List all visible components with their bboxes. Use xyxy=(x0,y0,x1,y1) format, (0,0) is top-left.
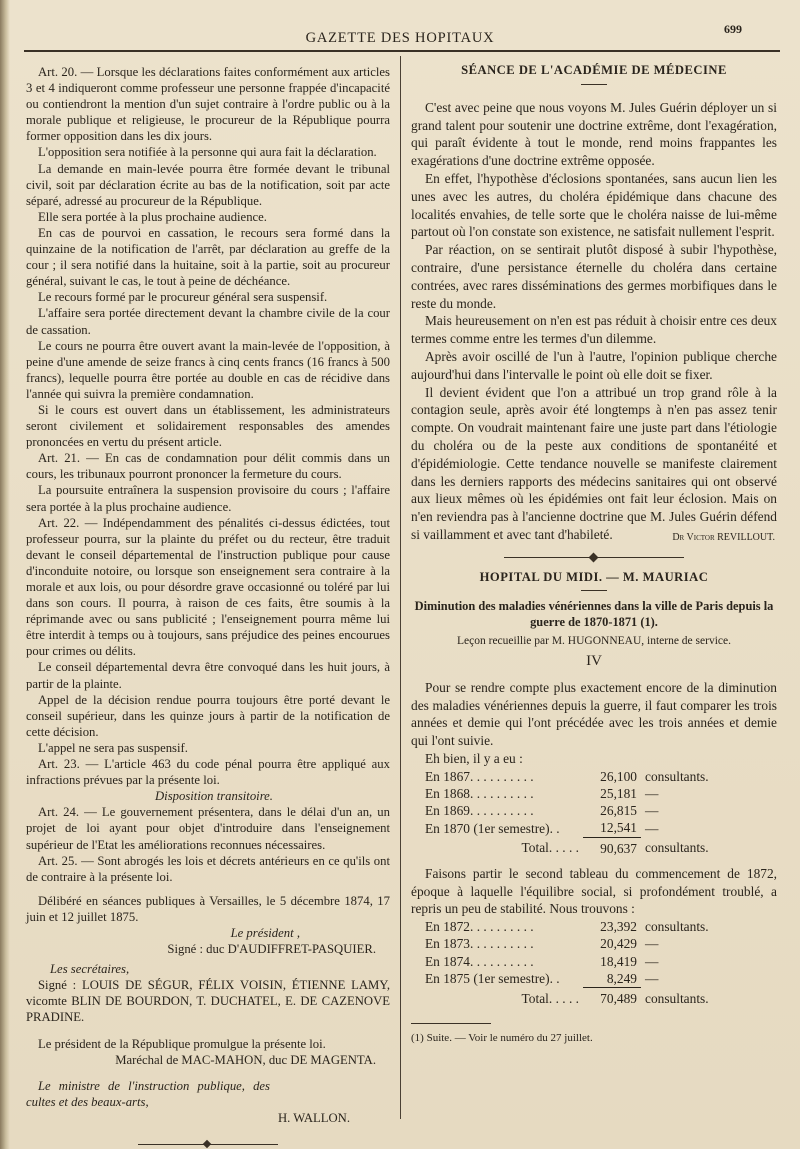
academy-author: Dr Victor REVILLOUT. xyxy=(672,531,775,543)
president-label: Le président , xyxy=(230,925,300,940)
table-row xyxy=(421,785,745,802)
table-cell-year: En 1872. . . . . . . . . . xyxy=(425,919,534,935)
table-cell-value: 20,429 xyxy=(600,936,637,952)
table-total-label: Total. . . . . xyxy=(521,840,579,856)
paragraph: L'appel ne sera pas suspensif. xyxy=(38,740,188,755)
paragraph: Appel de la décision rendue pourra toujours être porté devant le conseil supérieur, dans les quinze jours à partir de la notification de cette décision. xyxy=(26,692,390,739)
hospital-section-title: HOPITAL DU MIDI. — M. MAURIAC xyxy=(479,569,709,584)
paragraph: C'est avec peine que nous voyons M. Jules Guérin déployer un si grand talent pour soutenir une doctrine extrême, dont l'exagération, qui paraît évidente à tout le monde, rend moins frappantes les exagérations d'une doctrine extrême opposée. xyxy=(411,99,777,169)
table-cell-unit: — xyxy=(645,785,659,801)
table-cell-year: En 1870 (1er semestre). . xyxy=(425,820,560,836)
table-cell-unit: consultants. xyxy=(645,919,709,935)
paragraph: Art. 23. — L'article 463 du code pénal pourra être appliqué aux infractions prévues par la présente loi. xyxy=(26,757,390,788)
promulgation-text: Le président de la République promulgue la présente loi. xyxy=(38,1036,326,1051)
table-total-row xyxy=(421,837,745,857)
paragraph: En cas de pourvoi en cassation, le recours sera formé dans la quinzaine de la notification de l'arrêt, par déclaration au greffe de la cour ; il sera notifié dans la huitaine, soit à la partie, soit au procureur général, suivant le cas, le tout à peine de déchéance. xyxy=(26,225,390,289)
table-row xyxy=(421,802,745,819)
header-rule xyxy=(24,50,780,52)
page-number: 699 xyxy=(724,22,742,36)
ornament-diamond xyxy=(203,1140,211,1148)
marshal-signature: Maréchal de MAC-MAHON, duc DE MAGENTA. xyxy=(115,1052,376,1067)
paragraph: Art. 22. — Indépendamment des pénalités ci-dessus édictées, tout professeur pourra, sur la plainte du préfet ou du recteur, être traduit devant le conseil départemental de l'instruction publique pour cause d'inconduite notoire, ou lorsque son enseignement sera contraire à la morale et aux lois, ou pour désordre grave occasionné ou toléré par lui dans son cours. Il pourra, à raison de ces faits, être soumis à la réprimande avec ou sans publicité ; l'enseignement pourra même lui être interdit à temps ou à toujours, sans préjudice des peines encourues pour crimes ou délits. xyxy=(26,515,390,659)
table-total-row xyxy=(421,987,745,1007)
paragraph: Art. 24. — Le gouvernement présentera, dans le délai d'un an, un projet de loi ayant pour objet d'introduire dans l'enseignement supérieur de l'Etat les améliorations reconnues nécessaires. xyxy=(26,805,390,852)
table-cell-value: 23,392 xyxy=(600,919,637,935)
right-column xyxy=(411,62,777,1048)
paragraph: Mais heureusement on n'en est pas réduit à choisir entre ces deux termes comme entre les termes d'un dilemme. xyxy=(411,313,777,347)
table-total-unit: consultants. xyxy=(645,990,709,1006)
table-total-label: Total. . . . . xyxy=(521,990,579,1006)
table-cell-year: En 1868. . . . . . . . . . xyxy=(425,785,534,801)
table-cell-value: 18,419 xyxy=(600,953,637,969)
table-cell-unit: — xyxy=(645,820,659,836)
paragraph: Il devient évident que l'on a attribué un trop grand rôle à la contagion seule, après avoir été longtemps à n'en pas assez tenir compte. On voudrait maintenant faire une juste part dans l'étiologie du choléra ou de la peste aux conditions de spontanéité et d'épidémiologie. Cette tendance nouvelle se manifeste clairement dans les derniers rapports des médecins sanitaires qui ont observé aux lieux mêmes où les épidémies ont fait leur éclosion. Mais on n'en reviendra pas à l'ancienne doctrine que M. Jules Guérin défend si vaillamment et avec tant d'habileté. xyxy=(411,384,777,542)
table-row xyxy=(421,935,745,952)
title-rule xyxy=(581,590,607,591)
table-cell-year: En 1873. . . . . . . . . . xyxy=(425,936,534,952)
table-cell-value: 8,249 xyxy=(606,970,637,986)
table-cell-value: 26,815 xyxy=(600,803,637,819)
column-divider xyxy=(400,56,401,1119)
paragraph: L'affaire sera portée directement devant la chambre civile de la cour de cassation. xyxy=(26,306,390,337)
section-numeral: IV xyxy=(586,652,602,669)
paragraph: Le recours formé par le procureur général sera suspensif. xyxy=(38,290,328,305)
left-column xyxy=(26,64,390,1145)
table-total-value: 70,489 xyxy=(583,987,641,1007)
secretaries-label: Les secrétaires, xyxy=(50,962,130,977)
paragraph: Le conseil départemental devra être convoqué dans les huit jours, à partir de la plainte. xyxy=(26,660,390,691)
paragraph: L'opposition sera notifiée à la personne qui aura fait la déclaration. xyxy=(38,145,377,160)
paragraph: Le cours ne pourra être ouvert avant la main-levée de l'opposition, à peine d'une amende de seize francs à cinq cents francs (16 francs à 500 francs), lequelle pourra être portée au double en cas de récidive dans l'année qui suivra la première condamnation. xyxy=(26,338,390,401)
ornament-diamond xyxy=(589,552,599,562)
table-total-value: 90,637 xyxy=(583,837,641,857)
closing-ornament xyxy=(138,1144,278,1145)
table-cell-year: En 1875 (1er semestre). . xyxy=(425,970,560,986)
signature-block xyxy=(26,893,390,1126)
minister-signature: H. WALLON. xyxy=(277,1110,350,1125)
masthead-title: GAZETTE DES HOPITAUX xyxy=(305,30,495,46)
table-cell-value: 25,181 xyxy=(600,785,637,801)
minister-label: Le ministre de l'instruction publique, des cultes et des beaux-arts, xyxy=(26,1078,270,1109)
title-rule xyxy=(581,84,607,85)
consultants-table-after-war xyxy=(421,918,745,1007)
table-cell-year: En 1869. . . . . . . . . . xyxy=(425,803,534,819)
table-cell-unit: — xyxy=(645,970,659,986)
president-signature: Signé : duc D'AUDIFFRET-PASQUIER. xyxy=(167,942,376,957)
table-cell-unit: — xyxy=(645,936,659,952)
paragraph: Art. 20. — Lorsque les déclarations faites conformément aux articles 3 et 4 indiqueront comme professeur une personne frappée d'incapacité ou contiendront la mention d'un sujet contraire à l'ordre public ou à la morale publique et religieuse, le procureur de la République pourra former opposition dans les dix jours. xyxy=(26,65,390,144)
table-row xyxy=(421,970,745,988)
lecture-title: Diminution des maladies vénériennes dans la ville de Paris depuis la guerre de 1870-1871 (1). xyxy=(414,599,774,629)
page-binding-edge xyxy=(0,0,10,1149)
table-row xyxy=(421,819,745,837)
table-row xyxy=(421,768,745,785)
paragraph: En effet, l'hypothèse d'éclosions spontanées, sans aucun lien les unes avec les autres, du choléra épidémique dans chacune des localités envahies, de telle sorte que le choléra naisse de lui-même partout où l'on constate son existence, ne satisfait nullement l'esprit. xyxy=(411,170,777,240)
table-cell-year: En 1867. . . . . . . . . . xyxy=(425,768,534,784)
table-row xyxy=(421,953,745,970)
table-cell-unit: — xyxy=(645,803,659,819)
consultants-table-before-war xyxy=(421,768,745,857)
table-cell-value: 26,100 xyxy=(600,768,637,784)
table-total-unit: consultants. xyxy=(645,840,709,856)
footnote: (1) Suite. — Voir le numéro du 27 juillet. xyxy=(411,1032,593,1045)
lecture-attribution: Leçon recueillie par M. HUGONNEAU, interne de service. xyxy=(457,635,731,648)
deliberation-text: Délibéré en séances publiques à Versailles, le 5 décembre 1874, 17 juin et 12 juillet 1875. xyxy=(26,893,390,924)
table-cell-unit: — xyxy=(645,953,659,969)
paragraph: Si le cours est ouvert dans un établissement, les administrateurs seront civilement et solidairement responsables des amendes prononcées en vertu du présent article. xyxy=(26,402,390,450)
paragraph: La demande en main-levée pourra être formée devant le tribunal civil, soit par déclaration écrite au bas de la notification, soit par acte séparé, adressé au procureur de la République. xyxy=(26,161,390,208)
table-cell-value: 12,541 xyxy=(600,820,637,836)
paragraph: Eh bien, il y a eu : xyxy=(425,750,523,766)
paragraph: Art. 21. — En cas de condamnation pour délit commis dans un cours, les tribunaux pourront prononcer la fermeture du cours. xyxy=(26,451,390,482)
paragraph: Pour se rendre compte plus exactement encore de la diminution des maladies vénériennes depuis la guerre, il faut comparer les trois années et demie qui l'ont précédée avec les trois années et demie qui l'ont suivie. xyxy=(411,679,777,749)
paragraph: La poursuite entraînera la suspension provisoire du cours ; l'affaire sera portée à la plus prochaine audience. xyxy=(26,483,390,514)
paragraph: Elle sera portée à la plus prochaine audience. xyxy=(38,209,267,224)
secretaries-signature: Signé : LOUIS DE SÉGUR, FÉLIX VOISIN, ÉTIENNE LAMY, vicomte BLIN DE BOURDON, T. DUCHATEL, E. DE CAZENOVE PRADINE. xyxy=(26,978,390,1025)
footnote-rule xyxy=(411,1023,491,1024)
academy-section-title: SÉANCE DE L'ACADÉMIE DE MÉDECINE xyxy=(461,63,727,77)
paragraph: Par réaction, on se sentirait plutôt disposé à subir l'hypothèse, contraire, d'une persistance éternelle du choléra dans certaine contrées, avec rares disséminations des germes morbifiques dans le reste du monde. xyxy=(411,242,777,311)
paragraph: Faisons partir le second tableau du commencement de 1872, époque à laquelle l'équilibre social, si profondément troublé, a repris un peu de stabilité. Nous trouvons : xyxy=(411,865,777,917)
table-cell-year: En 1874. . . . . . . . . . xyxy=(425,953,534,969)
table-row xyxy=(421,918,745,935)
transitional-heading: Disposition transitoire. xyxy=(155,789,273,804)
paragraph: Art. 25. — Sont abrogés les lois et décrets antérieurs en ce qu'ils ont de contraire à la présente loi. xyxy=(26,853,390,884)
table-cell-unit: consultants. xyxy=(645,768,709,784)
paragraph: Après avoir oscillé de l'un à l'autre, l'opinion publique cherche aujourd'hui dans l'intervalle le point où elle doit se fixer. xyxy=(411,348,777,382)
section-ornament xyxy=(504,553,684,563)
